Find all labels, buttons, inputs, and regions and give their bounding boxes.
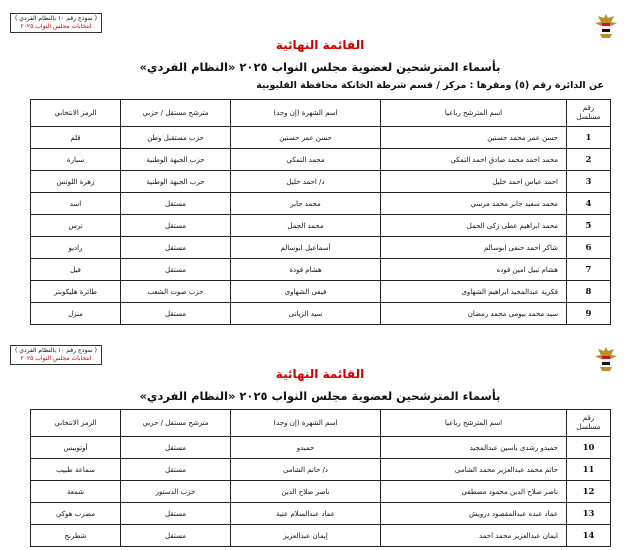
candidate-fame: هشام فودة	[231, 259, 381, 281]
elections-label: انتخابات مجلس النواب ٢٠٢٥	[20, 355, 92, 362]
candidate-symbol: أوتوبيس	[31, 437, 121, 459]
district-line: عن الدائرة رقم (٥) ومقرها : مركز / قسم شرطة الخانكة محافظة القليوبية	[256, 80, 604, 91]
row-number: 9	[567, 303, 611, 325]
candidate-affiliation: حزب صوت الشعب	[121, 281, 231, 303]
row-number: 8	[567, 281, 611, 303]
col-header-affiliation: مترشح مستقل / حزبي	[121, 100, 231, 127]
table-row	[31, 525, 611, 547]
candidate-name: محمد سعيد جابر محمد مرسي	[381, 193, 567, 215]
candidate-affiliation: حزب الجبهة الوطنية	[121, 149, 231, 171]
candidate-name: محمد احمد محمد صادق احمد التمكي	[381, 149, 567, 171]
candidate-name: محمد ابراهيم عطى زكى الجمل	[381, 215, 567, 237]
col-header-symbol: الرمز الانتخابي	[31, 100, 121, 127]
candidate-name: حسن عمر محمد حسنين	[381, 127, 567, 149]
main-title: بأسماء المترشحين لعضوية مجلس النواب ٢٠٢٥ «النظام الفردي»	[139, 389, 501, 403]
main-title: بأسماء المترشحين لعضوية مجلس النواب ٢٠٢٥ «النظام الفردي»	[139, 60, 501, 74]
egypt-eagle-emblem-icon	[594, 12, 618, 40]
table-row	[31, 193, 611, 215]
candidate-name: حميدو رشدى ياسين عبدالمجيد	[381, 437, 567, 459]
table-header-row	[31, 100, 611, 127]
candidate-fame: عماد عبدالسلام عتية	[231, 503, 381, 525]
candidate-fame: حميدو	[231, 437, 381, 459]
candidate-name: سيد محمد بيومى محمد رمضان	[381, 303, 567, 325]
candidate-fame: د/ حاتم الشامى	[231, 459, 381, 481]
table-header-row	[31, 410, 611, 437]
form-model-box	[10, 13, 102, 33]
form-model-number: ( نموذج رقم ١٠ بالنظام الفردي )	[15, 15, 97, 22]
table-row	[31, 127, 611, 149]
document-page-2	[0, 337, 640, 550]
table-row	[31, 503, 611, 525]
col-header-fame: اسم الشهرة (إن وجد)	[231, 100, 381, 127]
candidate-affiliation: مستقل	[121, 215, 231, 237]
row-number: 12	[567, 481, 611, 503]
candidate-symbol: اسد	[31, 193, 121, 215]
row-number: 1	[567, 127, 611, 149]
candidate-affiliation: حزب الجبهة الوطنية	[121, 171, 231, 193]
candidate-symbol: سماعة طبيب	[31, 459, 121, 481]
candidate-affiliation: مستقل	[121, 525, 231, 547]
candidates-table-2	[30, 409, 611, 547]
candidate-symbol: شطرنج	[31, 525, 121, 547]
candidate-fame: محمد الجمل	[231, 215, 381, 237]
row-number: 2	[567, 149, 611, 171]
candidate-name: فكرية عبدالمجيد ابراهيم الشهاوى	[381, 281, 567, 303]
col-header-fame: اسم الشهرة (إن وجد)	[231, 410, 381, 437]
final-list-title: القائمة النهائية	[275, 367, 365, 381]
table-row	[31, 215, 611, 237]
candidate-affiliation: مستقل	[121, 259, 231, 281]
candidate-symbol: شمعة	[31, 481, 121, 503]
table-row	[31, 149, 611, 171]
elections-label: انتخابات مجلس النواب ٢٠٢٥	[20, 23, 92, 30]
row-number: 5	[567, 215, 611, 237]
candidate-symbol: قلم	[31, 127, 121, 149]
table-row	[31, 481, 611, 503]
row-number: 4	[567, 193, 611, 215]
row-number: 6	[567, 237, 611, 259]
candidate-fame: محمد جابر	[231, 193, 381, 215]
candidate-symbol: سيارة	[31, 149, 121, 171]
table-row	[31, 171, 611, 193]
candidate-name: حاتم محمد عبدالعزيز محمد الشامى	[381, 459, 567, 481]
col-header-symbol: الرمز الانتخابي	[31, 410, 121, 437]
col-header-number: رقم مسلسل	[567, 410, 611, 437]
col-header-name: اسم المترشح رباعيا	[381, 100, 567, 127]
candidate-symbol: ترس	[31, 215, 121, 237]
table-row	[31, 303, 611, 325]
candidate-symbol: منزل	[31, 303, 121, 325]
candidate-affiliation: مستقل	[121, 193, 231, 215]
candidate-affiliation: مستقل	[121, 303, 231, 325]
row-number: 10	[567, 437, 611, 459]
candidate-name: هشام نبيل امين فوده	[381, 259, 567, 281]
col-header-number: رقم مسلسل	[567, 100, 611, 127]
candidate-fame: فيفى الشهاوى	[231, 281, 381, 303]
table-row	[31, 259, 611, 281]
candidate-name: شاكر احمد حنفى ابوسالم	[381, 237, 567, 259]
candidate-affiliation: مستقل	[121, 437, 231, 459]
col-header-affiliation: مترشح مستقل / حزبي	[121, 410, 231, 437]
candidate-symbol: طائرة هليكوبتر	[31, 281, 121, 303]
candidate-fame: محمد التمكي	[231, 149, 381, 171]
candidate-affiliation: مستقل	[121, 237, 231, 259]
candidates-table-1	[30, 99, 611, 325]
row-number: 11	[567, 459, 611, 481]
candidate-fame: أسماعيل ابوسالم	[231, 237, 381, 259]
candidate-affiliation: مستقل	[121, 503, 231, 525]
candidate-affiliation: حزب مستقبل وطن	[121, 127, 231, 149]
candidate-affiliation: مستقل	[121, 459, 231, 481]
candidate-fame: ناصر صلاح الدين	[231, 481, 381, 503]
table-row	[31, 281, 611, 303]
form-model-box	[10, 345, 102, 365]
table-row	[31, 237, 611, 259]
row-number: 7	[567, 259, 611, 281]
candidate-name: عماد عبده عبدالمقصود درويش	[381, 503, 567, 525]
candidate-name: احمد عباس احمد خليل	[381, 171, 567, 193]
candidate-symbol: راديو	[31, 237, 121, 259]
candidate-symbol: مضرب هوكي	[31, 503, 121, 525]
candidate-fame: إيمان عبدالعزيز	[231, 525, 381, 547]
candidate-name: ايمان عبدالعزيز محمد احمد	[381, 525, 567, 547]
candidate-fame: سيد الزيانى	[231, 303, 381, 325]
final-list-title: القائمة النهائية	[275, 38, 365, 52]
row-number: 13	[567, 503, 611, 525]
row-number: 14	[567, 525, 611, 547]
candidate-fame: د/ احمد خليل	[231, 171, 381, 193]
row-number: 3	[567, 171, 611, 193]
table-row	[31, 459, 611, 481]
candidate-name: ناصر صلاح الدين محمود مصطفى	[381, 481, 567, 503]
table-row	[31, 437, 611, 459]
candidate-fame: حسن عمر حسنين	[231, 127, 381, 149]
form-model-number: ( نموذج رقم ١٠ بالنظام الفردي )	[15, 347, 97, 354]
candidate-symbol: فيل	[31, 259, 121, 281]
candidate-affiliation: حزب الدستور	[121, 481, 231, 503]
col-header-name: اسم المترشح رباعيا	[381, 410, 567, 437]
candidate-symbol: زهرة اللوتس	[31, 171, 121, 193]
